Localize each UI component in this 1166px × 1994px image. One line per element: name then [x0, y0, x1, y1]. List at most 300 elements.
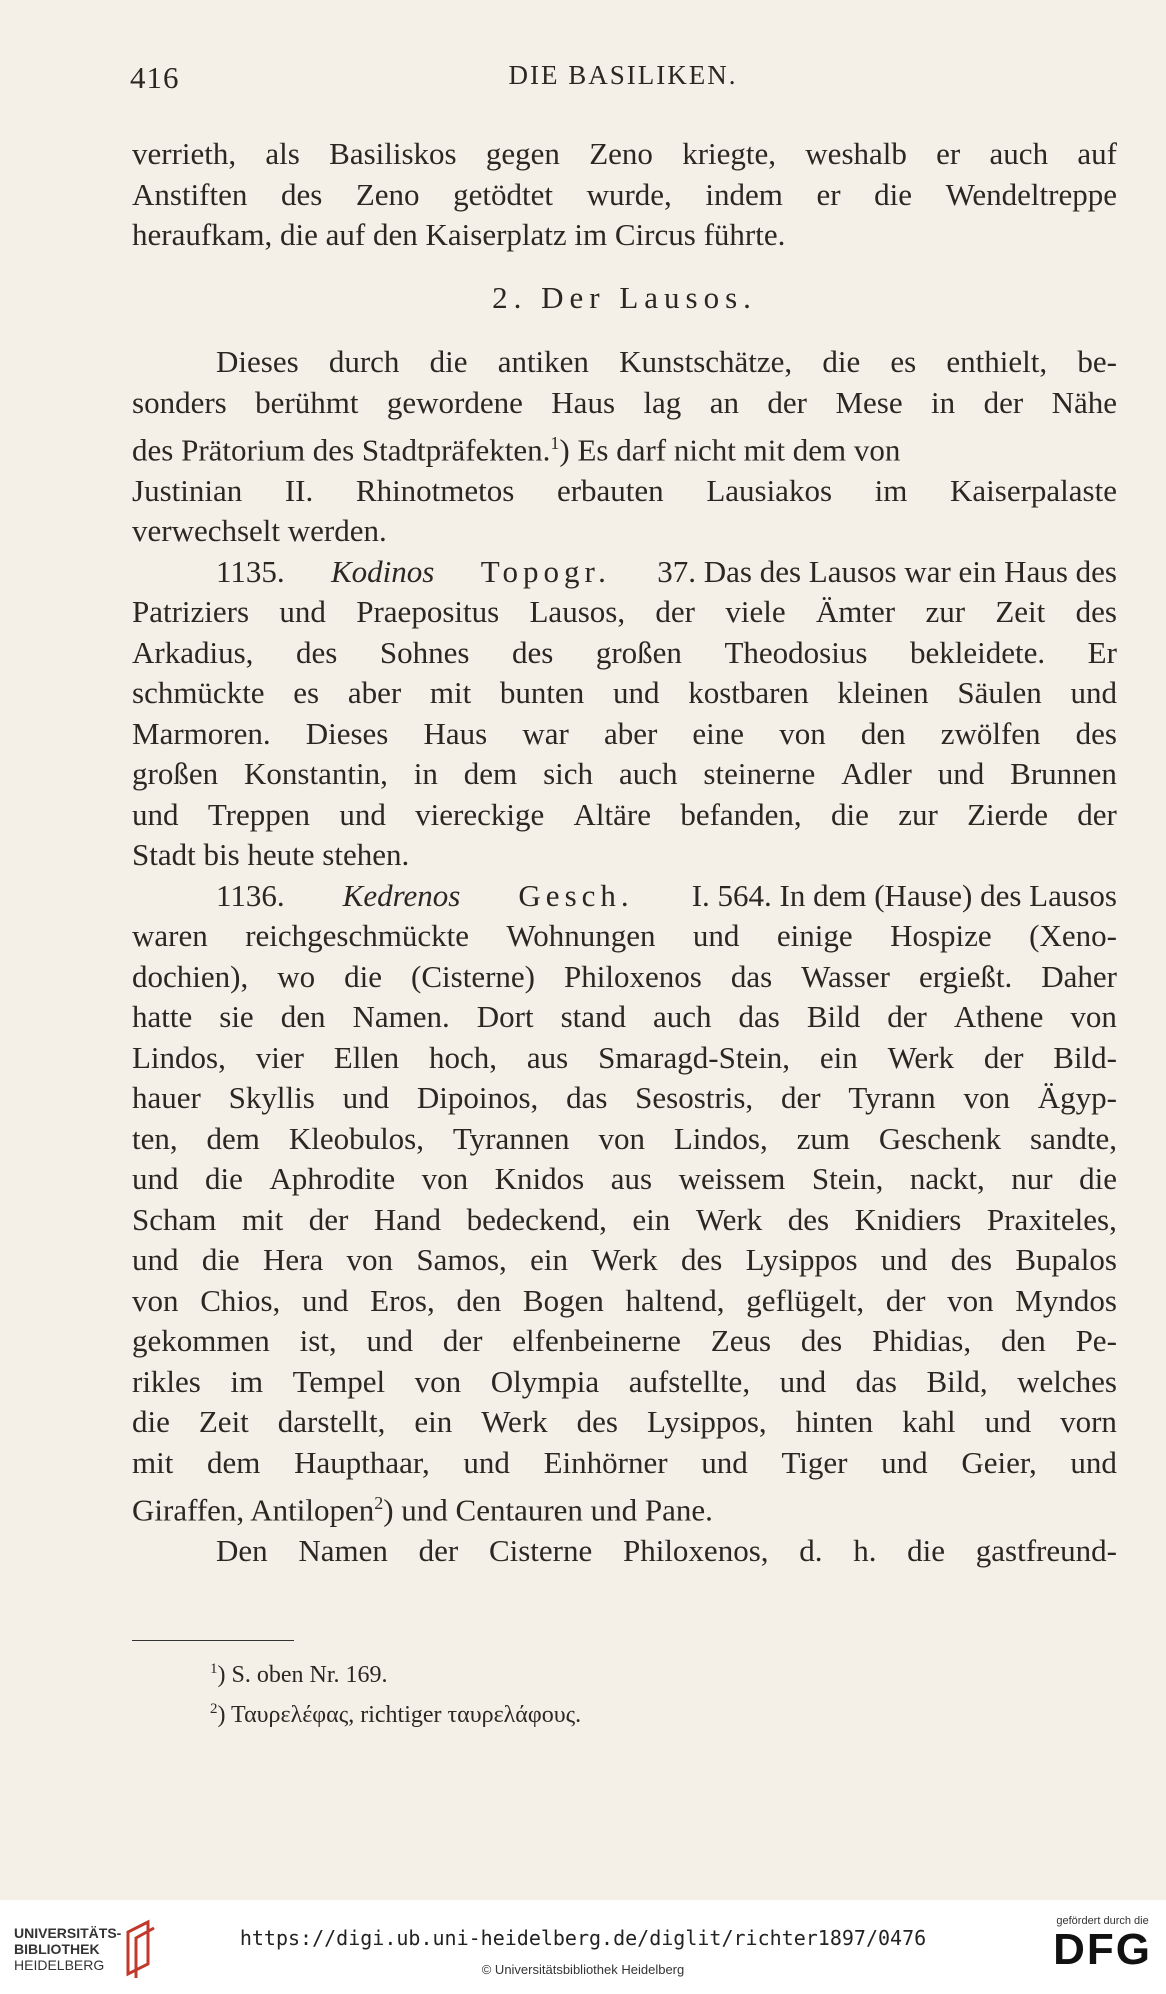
- word: nur: [1011, 1161, 1053, 1197]
- line-text: Giraffen, Antilopen$^2$) und Centauren und Pane.: [132, 1492, 713, 1528]
- footnotes: [210, 1652, 581, 1732]
- word: aus: [610, 1161, 653, 1197]
- word: Werk: [887, 1039, 954, 1075]
- word: Haus: [423, 715, 488, 751]
- word: ein: [632, 1201, 671, 1237]
- word: des: [787, 1201, 830, 1237]
- word: Knidiers: [854, 1201, 962, 1237]
- word: Pe-: [1075, 1323, 1117, 1359]
- text-line: [132, 673, 1117, 714]
- library-name-line: BIBLIOTHEK: [14, 1941, 100, 1957]
- word: II.: [284, 472, 314, 508]
- text-line: [132, 1362, 1117, 1403]
- word: des: [800, 1323, 843, 1359]
- word: zwölfen: [940, 715, 1041, 751]
- line-text: I. 564. In dem (Hause) des Lausos: [691, 877, 1117, 913]
- word: dem: [463, 756, 518, 792]
- text-line: [132, 835, 1117, 876]
- text-line: [132, 1200, 1117, 1241]
- word: ein: [819, 1039, 858, 1075]
- word: er: [936, 136, 961, 171]
- word: aber: [603, 715, 658, 751]
- word: der: [983, 1039, 1024, 1075]
- word: kahl: [902, 1404, 956, 1440]
- word: Marmoren.: [132, 715, 271, 751]
- word: das: [730, 958, 773, 994]
- word: der: [418, 1533, 459, 1569]
- word: dochien),: [132, 958, 249, 994]
- word: war: [522, 715, 569, 751]
- word: großen: [132, 756, 219, 792]
- word: Lausos,: [529, 594, 626, 630]
- footnote-rule: [132, 1640, 294, 1641]
- word: viereckige: [415, 796, 545, 832]
- word: den: [280, 999, 326, 1035]
- text-line: [132, 471, 1117, 512]
- word: Lysippos,: [646, 1404, 767, 1440]
- word: Ämter: [815, 594, 896, 630]
- library-name-line: HEIDELBERG: [14, 1957, 105, 1973]
- word: Kleobulos,: [288, 1120, 424, 1156]
- word: ergießt.: [918, 958, 1013, 994]
- word: Konstantin,: [244, 756, 388, 792]
- text-line: [132, 754, 1117, 795]
- word: Ägyp-: [1037, 1080, 1117, 1116]
- word: Werk: [481, 1404, 548, 1440]
- word: getödtet: [453, 176, 553, 212]
- word: Samos,: [416, 1242, 507, 1278]
- word: geflügelt,: [746, 1282, 865, 1318]
- word: gewordene: [386, 384, 523, 420]
- text-line: [132, 342, 1117, 383]
- word: Basiliskos: [329, 136, 457, 171]
- word: berühmt: [255, 384, 359, 420]
- word: Treppen: [207, 796, 311, 832]
- page-header: [130, 60, 1116, 108]
- word: Tiger: [781, 1444, 848, 1480]
- text-line: [132, 1119, 1117, 1160]
- word: reichgeschmückte: [245, 918, 469, 954]
- word: des: [1075, 715, 1117, 751]
- word: gekommen: [132, 1323, 270, 1359]
- word: Lausiakos: [706, 472, 833, 508]
- word: und: [779, 1363, 827, 1399]
- line-text: verwechselt werden.: [132, 513, 387, 549]
- word: und: [701, 1444, 748, 1480]
- entry-author: Kedrenos: [342, 877, 461, 913]
- word: auch: [618, 756, 678, 792]
- word: Dieses: [305, 715, 389, 751]
- line-text: Stadt bis heute stehen.: [132, 837, 410, 873]
- text-line: [132, 175, 1117, 216]
- page-number: 416: [130, 60, 180, 95]
- entry-1136-line: [132, 876, 1117, 917]
- word: vorn: [1060, 1404, 1117, 1440]
- word: Lysippos: [745, 1242, 858, 1278]
- text-line: [132, 1483, 1117, 1531]
- word: enthielt,: [946, 344, 1048, 379]
- word: Bupalos: [1015, 1242, 1117, 1278]
- word: Bogen: [522, 1282, 604, 1318]
- word: Altäre: [573, 796, 652, 832]
- word: Theodosius: [724, 634, 868, 670]
- main-text: [132, 134, 1117, 1572]
- word: Den: [216, 1533, 268, 1569]
- word: sie: [219, 999, 254, 1035]
- word: Geschenk: [878, 1120, 1002, 1156]
- word: es: [890, 344, 917, 379]
- word: die: [201, 1242, 240, 1278]
- word: Aphrodite: [269, 1161, 396, 1197]
- word: die: [205, 1161, 243, 1197]
- word: h.: [853, 1533, 877, 1569]
- word: des: [295, 634, 338, 670]
- word: darstellt,: [277, 1404, 386, 1440]
- word: sandte,: [1030, 1120, 1117, 1156]
- footnote-2: $^2$) Ταυρελέφας, richtiger ταυρελάφους.: [210, 1701, 582, 1728]
- word: kleinen: [837, 675, 929, 711]
- word: Kaiserpalaste: [950, 472, 1117, 508]
- word: Zeno: [355, 176, 420, 212]
- word: bunten: [499, 675, 585, 711]
- word: die: [1079, 1161, 1117, 1197]
- word: Wohnungen: [506, 918, 656, 954]
- word: die: [874, 176, 913, 212]
- word: be-: [1077, 344, 1117, 379]
- word: den: [456, 1282, 502, 1318]
- footnote-ref[interactable]: 2: [374, 1493, 384, 1514]
- word: das: [855, 1363, 897, 1399]
- word: Bild-: [1053, 1039, 1117, 1075]
- text-line: [132, 511, 1117, 552]
- word: Haupthaar,: [294, 1444, 430, 1480]
- word: des: [950, 1242, 993, 1278]
- word: das: [738, 999, 780, 1035]
- word: Kunstschätze,: [619, 344, 793, 379]
- word: und: [984, 1404, 1032, 1440]
- word: der: [1077, 796, 1117, 832]
- word: im: [230, 1363, 264, 1399]
- word: steinerne: [703, 756, 816, 792]
- word: des: [576, 1404, 618, 1440]
- funded-by-text: gefördert durch die: [1056, 1915, 1149, 1927]
- text-line: [132, 134, 1117, 175]
- word: Knidos: [494, 1161, 585, 1197]
- word: von: [132, 1282, 179, 1318]
- footnote-ref[interactable]: 1: [550, 433, 560, 453]
- text-line: [132, 1038, 1117, 1079]
- word: das: [566, 1080, 608, 1116]
- word: die: [344, 958, 383, 994]
- text-line: [132, 383, 1117, 424]
- word: rikles: [132, 1363, 201, 1399]
- word: Bild: [806, 999, 861, 1035]
- word: Hera: [263, 1242, 324, 1278]
- word: und: [301, 1282, 349, 1318]
- word: gastfreund-: [975, 1533, 1117, 1569]
- word: Dort: [476, 999, 534, 1035]
- word: antiken: [497, 344, 589, 379]
- text-line: [132, 1443, 1117, 1484]
- word: der: [887, 999, 927, 1035]
- entry-work: Gesch.: [518, 877, 634, 913]
- word: ten,: [132, 1120, 178, 1156]
- word: der: [780, 1080, 821, 1116]
- word: er: [816, 176, 841, 212]
- word: der: [885, 1282, 926, 1318]
- word: Daher: [1041, 958, 1117, 994]
- word: den: [860, 715, 906, 751]
- word: Eros,: [370, 1282, 435, 1318]
- word: der: [308, 1201, 349, 1237]
- word: Er: [1087, 634, 1117, 670]
- word: es: [293, 675, 320, 711]
- word: auch: [989, 136, 1049, 171]
- word: Einhörner: [543, 1444, 668, 1480]
- word: der: [442, 1323, 483, 1359]
- word: kriegte,: [682, 136, 777, 171]
- word: Brunnen: [1010, 756, 1117, 792]
- word: großen: [595, 634, 682, 670]
- word: und: [366, 1323, 413, 1359]
- text-line: [132, 1078, 1117, 1119]
- word: Praxiteles,: [986, 1201, 1117, 1237]
- word: von: [421, 1161, 469, 1197]
- word: Bild,: [926, 1363, 988, 1399]
- word: Tyrann: [848, 1080, 936, 1116]
- word: und: [880, 1242, 928, 1278]
- word: Olympia: [490, 1363, 600, 1399]
- word: Lindos,: [673, 1120, 768, 1156]
- word: dem: [206, 1120, 260, 1156]
- word: mit: [132, 1444, 174, 1480]
- text-line: [132, 1281, 1117, 1322]
- word: elfenbeinerne: [512, 1323, 681, 1359]
- entry-author: Kodinos: [330, 553, 435, 589]
- word: ein: [414, 1404, 453, 1440]
- word: Phidias,: [872, 1323, 972, 1359]
- word: auch: [653, 999, 712, 1035]
- word: die: [907, 1533, 946, 1569]
- word: aber: [347, 675, 402, 711]
- word: Justinian: [132, 472, 243, 508]
- word: Dieses: [216, 344, 299, 379]
- word: Sohnes: [379, 634, 470, 670]
- word: Mese: [835, 384, 903, 420]
- word: und: [1070, 675, 1117, 711]
- word: und: [279, 594, 326, 630]
- word: weissem: [678, 1161, 786, 1197]
- word: und: [342, 1080, 390, 1116]
- word: Zeit: [198, 1404, 249, 1440]
- entry-work: Topogr.: [480, 553, 611, 589]
- word: Athene: [953, 999, 1044, 1035]
- word: mit: [241, 1201, 284, 1237]
- word: Chios,: [200, 1282, 281, 1318]
- word: Geier,: [961, 1444, 1037, 1480]
- word: waren: [132, 918, 208, 954]
- word: und: [463, 1444, 510, 1480]
- word: von: [1070, 999, 1117, 1035]
- text-line: [132, 592, 1117, 633]
- word: dem: [207, 1444, 261, 1480]
- word: bedeckend,: [466, 1201, 607, 1237]
- word: eine: [692, 715, 745, 751]
- word: und: [132, 1242, 179, 1278]
- word: und: [132, 796, 179, 832]
- word: Ellen: [333, 1039, 400, 1075]
- word: Tempel: [292, 1363, 386, 1399]
- word: die: [822, 344, 861, 379]
- word: Zeus: [710, 1323, 772, 1359]
- word: des: [280, 176, 323, 212]
- text-line: [132, 1159, 1117, 1200]
- word: Werk: [591, 1242, 658, 1278]
- running-title: DIE BASILIKEN.: [508, 60, 738, 90]
- word: indem: [705, 176, 783, 212]
- word: die: [831, 796, 869, 832]
- word: von: [414, 1363, 462, 1399]
- word: durch: [328, 344, 400, 379]
- word: aus: [526, 1039, 569, 1075]
- word: und: [692, 918, 740, 954]
- word: Nähe: [1051, 384, 1117, 420]
- word: Wendeltreppe: [945, 176, 1117, 212]
- word: den: [1000, 1323, 1046, 1359]
- word: Smaragd-Stein,: [598, 1039, 791, 1075]
- word: Wasser: [801, 958, 890, 994]
- word: Skyllis: [228, 1080, 315, 1116]
- word: Zierde: [967, 796, 1048, 832]
- word: und: [339, 796, 386, 832]
- word: Philoxenos: [564, 958, 702, 994]
- word: im: [874, 472, 908, 508]
- word: hauer: [132, 1080, 201, 1116]
- word: Namen: [298, 1533, 388, 1569]
- word: als: [265, 136, 300, 171]
- word: der: [767, 384, 808, 420]
- word: Zeit: [995, 594, 1046, 630]
- text-line: [132, 795, 1117, 836]
- word: von: [346, 1242, 394, 1278]
- word: sich: [543, 756, 594, 792]
- section-title: 2. Der Lausos.: [492, 279, 757, 315]
- word: an: [709, 384, 739, 420]
- word: haltend,: [625, 1282, 725, 1318]
- word: von: [963, 1080, 1010, 1116]
- word: Zeno: [589, 136, 653, 171]
- word: aufstellte,: [628, 1363, 751, 1399]
- text-line: [132, 1402, 1117, 1443]
- word: schmückte: [132, 675, 265, 711]
- word: die: [132, 1404, 170, 1440]
- line-text: heraufkam, die auf den Kaiserplatz im Circus führte.: [132, 217, 786, 252]
- word: (Xeno-: [1029, 918, 1117, 954]
- word: zum: [796, 1120, 850, 1156]
- word: weshalb: [805, 136, 907, 171]
- word: erbauten: [556, 472, 664, 508]
- word: und: [881, 1444, 928, 1480]
- word: zur: [898, 796, 938, 832]
- word: auf: [1077, 136, 1117, 171]
- dfg-text: DFG: [1053, 1925, 1152, 1974]
- word: sonders: [132, 384, 227, 420]
- word: des: [680, 1242, 723, 1278]
- text-line: [132, 997, 1117, 1038]
- word: Werk: [695, 1201, 763, 1237]
- word: nackt,: [909, 1161, 985, 1197]
- dfg-logo[interactable]: [1053, 1915, 1152, 1973]
- word: die: [429, 344, 468, 379]
- word: Stein,: [811, 1161, 884, 1197]
- word: befanden,: [680, 796, 802, 832]
- entry-number: 1136.: [216, 877, 285, 913]
- line-text: des Prätorium des Stadtpräfekten.$^1$) Es darf nicht mit dem von: [132, 432, 901, 468]
- word: ist,: [299, 1323, 337, 1359]
- word: Rhinotmetos: [355, 472, 515, 508]
- text-line: [132, 916, 1117, 957]
- word: wurde,: [586, 176, 672, 212]
- word: ein: [530, 1242, 568, 1278]
- word: Philoxenos,: [622, 1533, 769, 1569]
- word: Tyrannen: [452, 1120, 570, 1156]
- copyright-notice: © Universitätsbibliothek Heidelberg: [481, 1962, 685, 1977]
- word: Patriziers: [132, 594, 250, 630]
- word: Anstiften: [132, 176, 248, 212]
- word: verrieth,: [132, 136, 237, 171]
- entry-number: 1135.: [216, 553, 285, 589]
- word: hatte: [132, 999, 193, 1035]
- text-line: [132, 423, 1117, 471]
- word: gegen: [485, 136, 560, 171]
- text-line: [132, 1240, 1117, 1281]
- word: der: [655, 594, 695, 630]
- word: viele: [725, 594, 786, 630]
- word: von: [779, 715, 826, 751]
- entry-1135-line: [132, 552, 1117, 593]
- word: bekleidete.: [909, 634, 1046, 670]
- word: der: [983, 384, 1024, 420]
- text-line: [132, 714, 1117, 755]
- word: in: [931, 384, 956, 420]
- word: Säulen: [957, 675, 1042, 711]
- word: von: [598, 1120, 645, 1156]
- word: Sesostris,: [635, 1080, 754, 1116]
- word: mit: [429, 675, 472, 711]
- word: zur: [925, 594, 966, 630]
- permalink-url[interactable]: https://digi.ub.uni-heidelberg.de/diglit/richter1897/0476: [239, 1926, 927, 1950]
- word: wo: [277, 958, 316, 994]
- word: des: [511, 634, 554, 670]
- word: des: [1075, 594, 1117, 630]
- word: hoch,: [429, 1039, 498, 1075]
- word: Haus: [551, 384, 616, 420]
- word: und: [937, 756, 985, 792]
- word: Cisterne: [488, 1533, 593, 1569]
- word: Praepositus: [356, 594, 500, 630]
- word: (Cisterne): [411, 958, 535, 994]
- word: einige: [776, 918, 853, 954]
- word: in: [413, 756, 438, 792]
- text-line: [132, 1531, 1117, 1572]
- word: von: [947, 1282, 994, 1318]
- word: lag: [643, 384, 682, 420]
- word: Lindos,: [132, 1039, 226, 1075]
- word: Scham: [132, 1201, 217, 1237]
- word: hinten: [795, 1404, 874, 1440]
- text-line: [132, 1321, 1117, 1362]
- word: Arkadius,: [132, 634, 254, 670]
